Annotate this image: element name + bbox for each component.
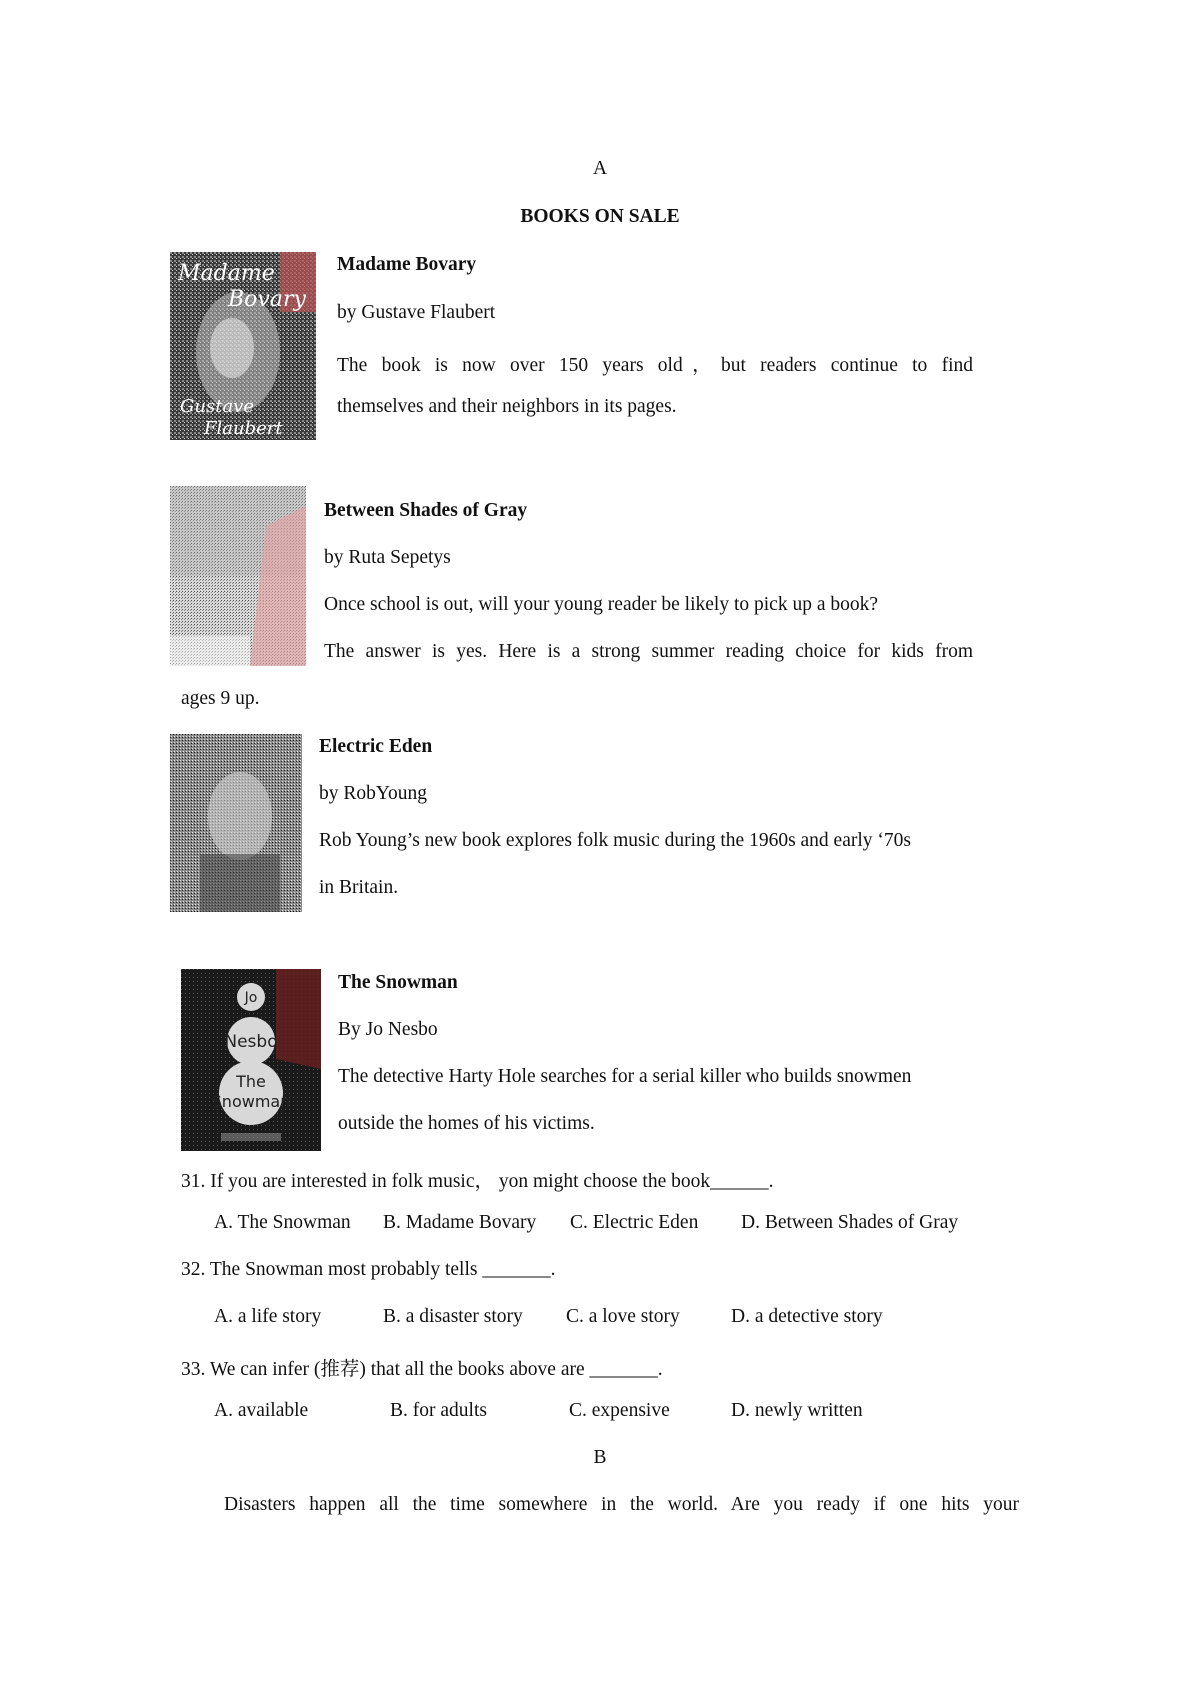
book-desc-electric-eden-line2: in Britain. (319, 877, 399, 898)
section-a-label: A (592, 158, 608, 179)
madame-bovary-cover-title1: Madame (178, 261, 275, 286)
book-desc-snowman-line1: The detective Harty Hole searches for a serial killer who builds snowmen (338, 1066, 912, 1087)
book-desc-between-shades-line3: ages 9 up. (181, 688, 260, 709)
madame-bovary-cover-author2: Flaubert (204, 418, 283, 439)
question-32-option-d: D. a detective story (731, 1306, 883, 1327)
question-32-option-b: B. a disaster story (383, 1306, 523, 1327)
book-author-between-shades: by Ruta Sepetys (324, 547, 451, 568)
between-shades-cover (170, 486, 306, 666)
section-b-label: B (593, 1447, 607, 1468)
question-32-stem: 32. The Snowman most probably tells _______. (181, 1259, 556, 1280)
question-32-option-a: A. a life story (214, 1306, 322, 1327)
book-desc-madame-bovary-line1: The book is now over 150 years old，but readers continue to find (337, 355, 973, 376)
section-a-title: BOOKS ON SALE (520, 206, 680, 227)
question-33-option-a: A. available (214, 1400, 309, 1421)
question-31-option-c: C. Electric Eden (570, 1212, 699, 1233)
book-title-between-shades: Between Shades of Gray (324, 500, 528, 521)
snowman-cover-author1: Jo (244, 990, 258, 1006)
book-title-madame-bovary: Madame Bovary (337, 254, 477, 275)
question-31-option-a: A. The Snowman (214, 1212, 351, 1233)
snowman-cover-author2: Nesbo (224, 1032, 278, 1052)
madame-bovary-cover (170, 252, 316, 440)
book-author-electric-eden: by RobYoung (319, 783, 428, 804)
question-33-option-c: C. expensive (569, 1400, 670, 1421)
book-title-electric-eden: Electric Eden (319, 736, 433, 757)
book-title-snowman: The Snowman (338, 972, 458, 993)
question-31-option-b: B. Madame Bovary (383, 1212, 537, 1233)
snowman-cover (181, 969, 321, 1151)
book-desc-between-shades-line2: The answer is yes. Here is a strong summer reading choice for kids from (324, 641, 973, 662)
question-33-stem: 33. We can infer (推荐) that all the books above are _______. (181, 1359, 663, 1380)
electric-eden-cover (170, 734, 302, 912)
madame-bovary-cover-title2: Bovary (228, 287, 306, 312)
section-b-first-line: Disasters happen all the time somewhere in the world. Are you ready if one hits your (224, 1494, 1019, 1515)
snowman-cover-title1: The (236, 1072, 266, 1091)
snowman-cover-title2: Snowman (211, 1092, 291, 1111)
book-author-madame-bovary: by Gustave Flaubert (337, 302, 496, 323)
madame-bovary-cover-author1: Gustave (180, 396, 254, 417)
book-desc-madame-bovary-line2: themselves and their neighbors in its pages. (337, 396, 677, 417)
book-author-snowman: By Jo Nesbo (338, 1019, 438, 1040)
question-33-option-b: B. for adults (390, 1400, 487, 1421)
book-desc-snowman-line2: outside the homes of his victims. (338, 1113, 595, 1134)
question-33-option-d: D. newly written (731, 1400, 863, 1421)
book-desc-electric-eden-line1: Rob Young’s new book explores folk music during the 1960s and early ‘70s (319, 830, 911, 851)
question-31-stem: 31. If you are interested in folk music， yon might choose the book______. (181, 1171, 774, 1192)
question-31-option-d: D. Between Shades of Gray (741, 1212, 959, 1233)
book-desc-between-shades-line1: Once school is out, will your young reader be likely to pick up a book? (324, 594, 878, 615)
question-32-option-c: C. a love story (566, 1306, 680, 1327)
